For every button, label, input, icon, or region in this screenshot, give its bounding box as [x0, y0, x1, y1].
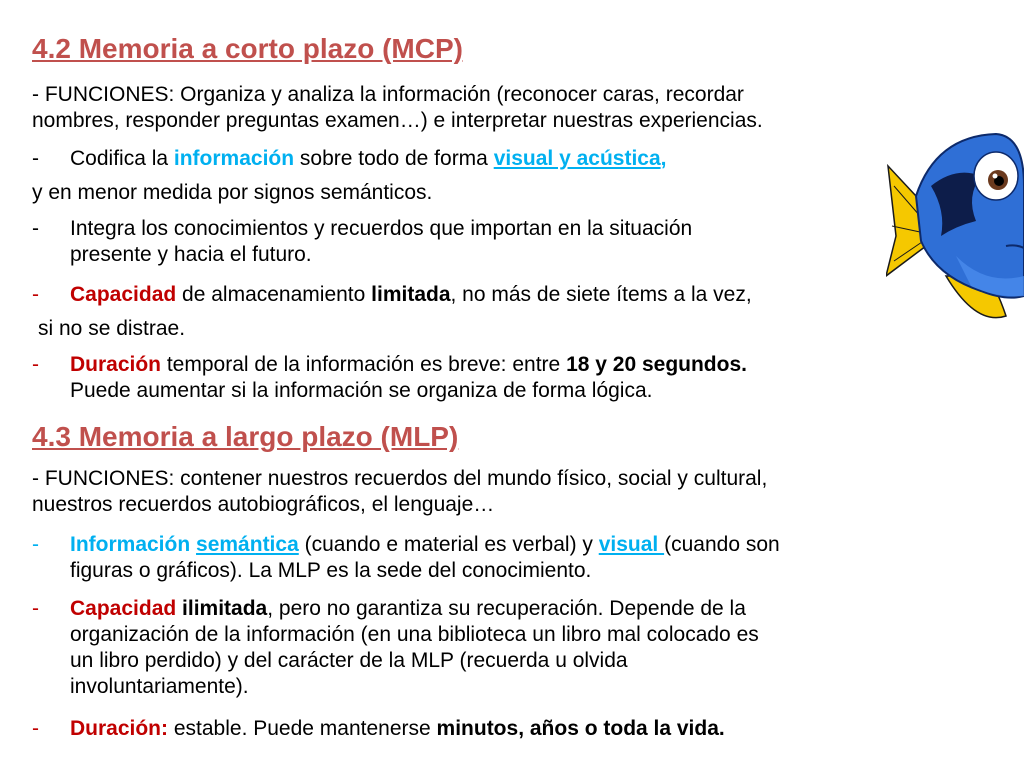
bullet-dash: -	[32, 717, 39, 740]
mlp-capacidad-line2	[32, 622, 759, 648]
mlp-funciones-line2: nuestros recuerdos autobiográficos, el lenguaje…	[32, 493, 495, 516]
highlight-capacidad: Capacidad	[70, 283, 177, 306]
text: Puede aumentar si la información se organiza de forma lógica.	[70, 379, 653, 402]
bullet-dash: -	[32, 533, 39, 556]
mcp-duracion-line2	[32, 378, 652, 404]
fish-icon	[886, 126, 1024, 326]
text: ,	[660, 147, 667, 170]
text: sobre todo de forma	[294, 147, 494, 170]
text: temporal de la información es breve: entre	[161, 353, 567, 376]
highlight-informacion: información	[173, 147, 295, 170]
mcp-distrae: si no se distrae.	[38, 317, 186, 340]
mlp-capacidad-line3	[32, 648, 628, 674]
text: Integra los conocimientos y recuerdos que importan en la situación	[70, 217, 693, 240]
bold-segundos: 18 y 20 segundos.	[566, 353, 747, 376]
mlp-bullet-capacidad	[32, 596, 746, 622]
text: (cuando e material es verbal) y	[298, 533, 599, 556]
highlight-visual: visual	[598, 533, 665, 556]
mlp-funciones-line1: - FUNCIONES: contener nuestros recuerdos del mundo físico, social y cultural,	[32, 467, 768, 490]
text: Codifica la	[70, 147, 174, 170]
highlight-semantica: semántica	[196, 533, 299, 556]
text: estable. Puede mantenerse	[168, 717, 437, 740]
mlp-bullet-informacion	[32, 532, 780, 558]
bullet-dash: -	[32, 283, 39, 306]
highlight-duracion: Duración:	[70, 717, 169, 740]
mlp-capacidad-line4	[32, 674, 249, 700]
text: un libro perdido) y del carácter de la MLP (recuerda u olvida	[70, 649, 628, 672]
mcp-bullet-duracion	[32, 352, 747, 378]
text: , pero no garantiza su recuperación. Depende de la	[267, 597, 746, 620]
mcp-bullet-codifica	[32, 146, 666, 172]
mcp-funciones-line2: nombres, responder preguntas examen…) e interpretar nuestras experiencias.	[32, 109, 763, 132]
mcp-integra-line2	[32, 242, 312, 268]
mcp-bullet-capacidad	[32, 282, 752, 308]
mcp-bullet-integra	[32, 216, 692, 242]
mcp-menor-medida: y en menor medida por signos semánticos.	[32, 181, 433, 204]
text: involuntariamente).	[70, 675, 249, 698]
text: figuras o gráficos). La MLP es la sede del conocimiento.	[70, 559, 592, 582]
mcp-funciones-line1: - FUNCIONES: Organiza y analiza la información (reconocer caras, recordar	[32, 83, 744, 106]
highlight-informacion: Información	[70, 533, 191, 556]
bullet-dash: -	[32, 597, 39, 620]
bullet-dash: -	[32, 217, 39, 240]
text: organización de la información (en una biblioteca un libro mal colocado es	[70, 623, 759, 646]
text: (cuando son	[664, 533, 780, 556]
bold-duracion-vida: minutos, años o toda la vida.	[436, 717, 725, 740]
highlight-capacidad: Capacidad	[70, 597, 177, 620]
bullet-dash: -	[32, 353, 39, 376]
section-title-mcp: 4.2 Memoria a corto plazo (MCP)	[32, 33, 463, 64]
highlight-duracion: Duración	[70, 353, 162, 376]
text: , no más de siete ítems a la vez,	[450, 283, 752, 306]
bold-ilimitada: ilimitada	[182, 597, 268, 620]
section-title-mlp: 4.3 Memoria a largo plazo (MLP)	[32, 421, 459, 452]
highlight-visual-acustica: visual y acústica	[493, 147, 661, 170]
bullet-dash: -	[32, 147, 39, 170]
mlp-informacion-line2	[32, 558, 591, 584]
bold-limitada: limitada	[371, 283, 451, 306]
text: presente y hacia el futuro.	[70, 243, 312, 266]
text: de almacenamiento	[176, 283, 372, 306]
mlp-bullet-duracion	[32, 716, 725, 742]
